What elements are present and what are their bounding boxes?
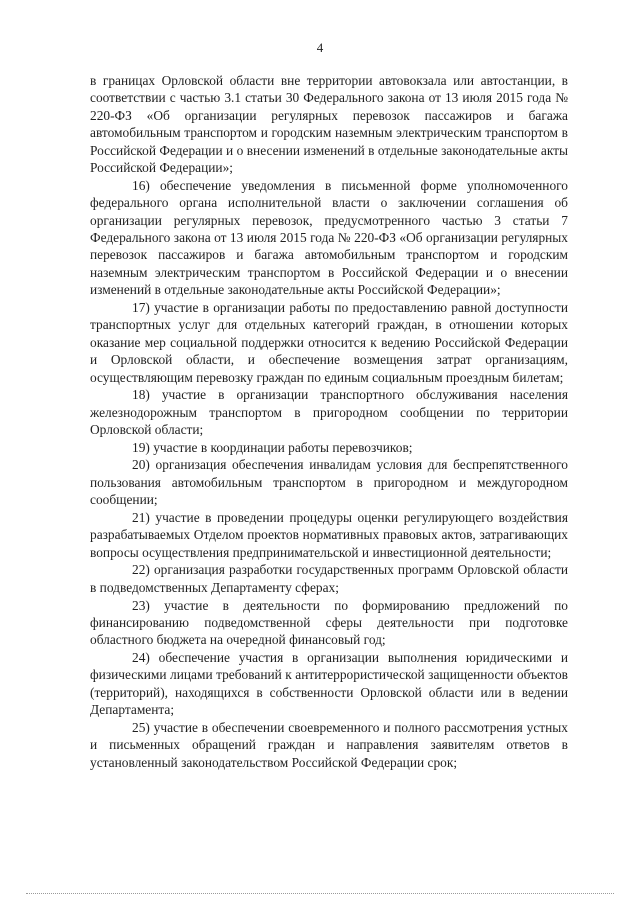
paragraph-item-21: 21) участие в проведении процедуры оценки регулирующего воздействия разрабатываемых Отделом проектов нормативных правовых актов, затрагивающих вопросы осуществления предпринимательской и инвестиционной деятельности; [90,509,568,560]
paragraph-item-23: 23) участие в деятельности по формированию предложений по финансированию подведомственной сферы деятельности при подготовке областного бюджета на очередной финансовый год; [90,597,568,648]
paragraph-continuation: в границах Орловской области вне территории автовокзала или автостанции, в соответствии с частью 3.1 статьи 30 Федерального закона от 13 июля 2015 года № 220-ФЗ «Об организации регулярных перевозок пассажиров и багажа автомобильным транспортом и городским наземным электрическим транспортом в Российской Федерации и о внесении изменений в отдельные законодательные акты Российской Федерации»; [90,73,568,176]
scan-edge-divider [26,893,614,894]
page-number: 4 [316,40,324,55]
paragraph-item-18: 18) участие в организации транспортного обслуживания населения железнодорожным транспортом в пригородном сообщении по территории Орловской области; [90,387,568,438]
paragraph-item-24: 24) обеспечение участия в организации выполнения юридическими и физическими лицами требований к антитеррористической защищенности объектов (территорий), находящихся в собственности Орловской области или в ведении Департамента; [90,650,568,718]
paragraph-item-16: 16) обеспечение уведомления в письменной форме уполномоченного федерального органа исполнительной власти о заключении соглашения об организации регулярных перевозок, предусмотренного частью 3 статьи 7 Федерального закона от 13 июля 2015 года № 220-ФЗ «Об организации регулярных перевозок пассажиров и багажа автомобильным транспортом и городским наземным электрическим транспортом в Российской Федерации и о внесении изменений в отдельные законодательные акты Российской Федерации»; [90,177,568,298]
paragraph-item-22: 22) организация разработки государственных программ Орловской области в подведомственных Департаменту сферах; [90,562,568,595]
paragraph-item-20: 20) организация обеспечения инвалидам условия для беспрепятственного пользования автомобильным транспортом в пригородном и междугородном сообщении; [90,457,568,508]
document-body [90,72,568,772]
paragraph-item-17: 17) участие в организации работы по предоставлению равной доступности транспортных услуг для отдельных категорий граждан, в отношении которых оказание мер социальной поддержки относится к ведению Российской Федерации и Орловской области, и обеспечение возмещения затрат организациям, осуществляющим перевозку граждан по единым социальным проездным билетам; [90,299,568,385]
paragraph-item-19: 19) участие в координации работы перевозчиков; [132,439,413,455]
paragraph-item-25: 25) участие в обеспечении своевременного и полного рассмотрения устных и письменных обращений граждан и направления заявителям ответов в установленный законодательством Российской Федерации срок; [90,720,568,770]
